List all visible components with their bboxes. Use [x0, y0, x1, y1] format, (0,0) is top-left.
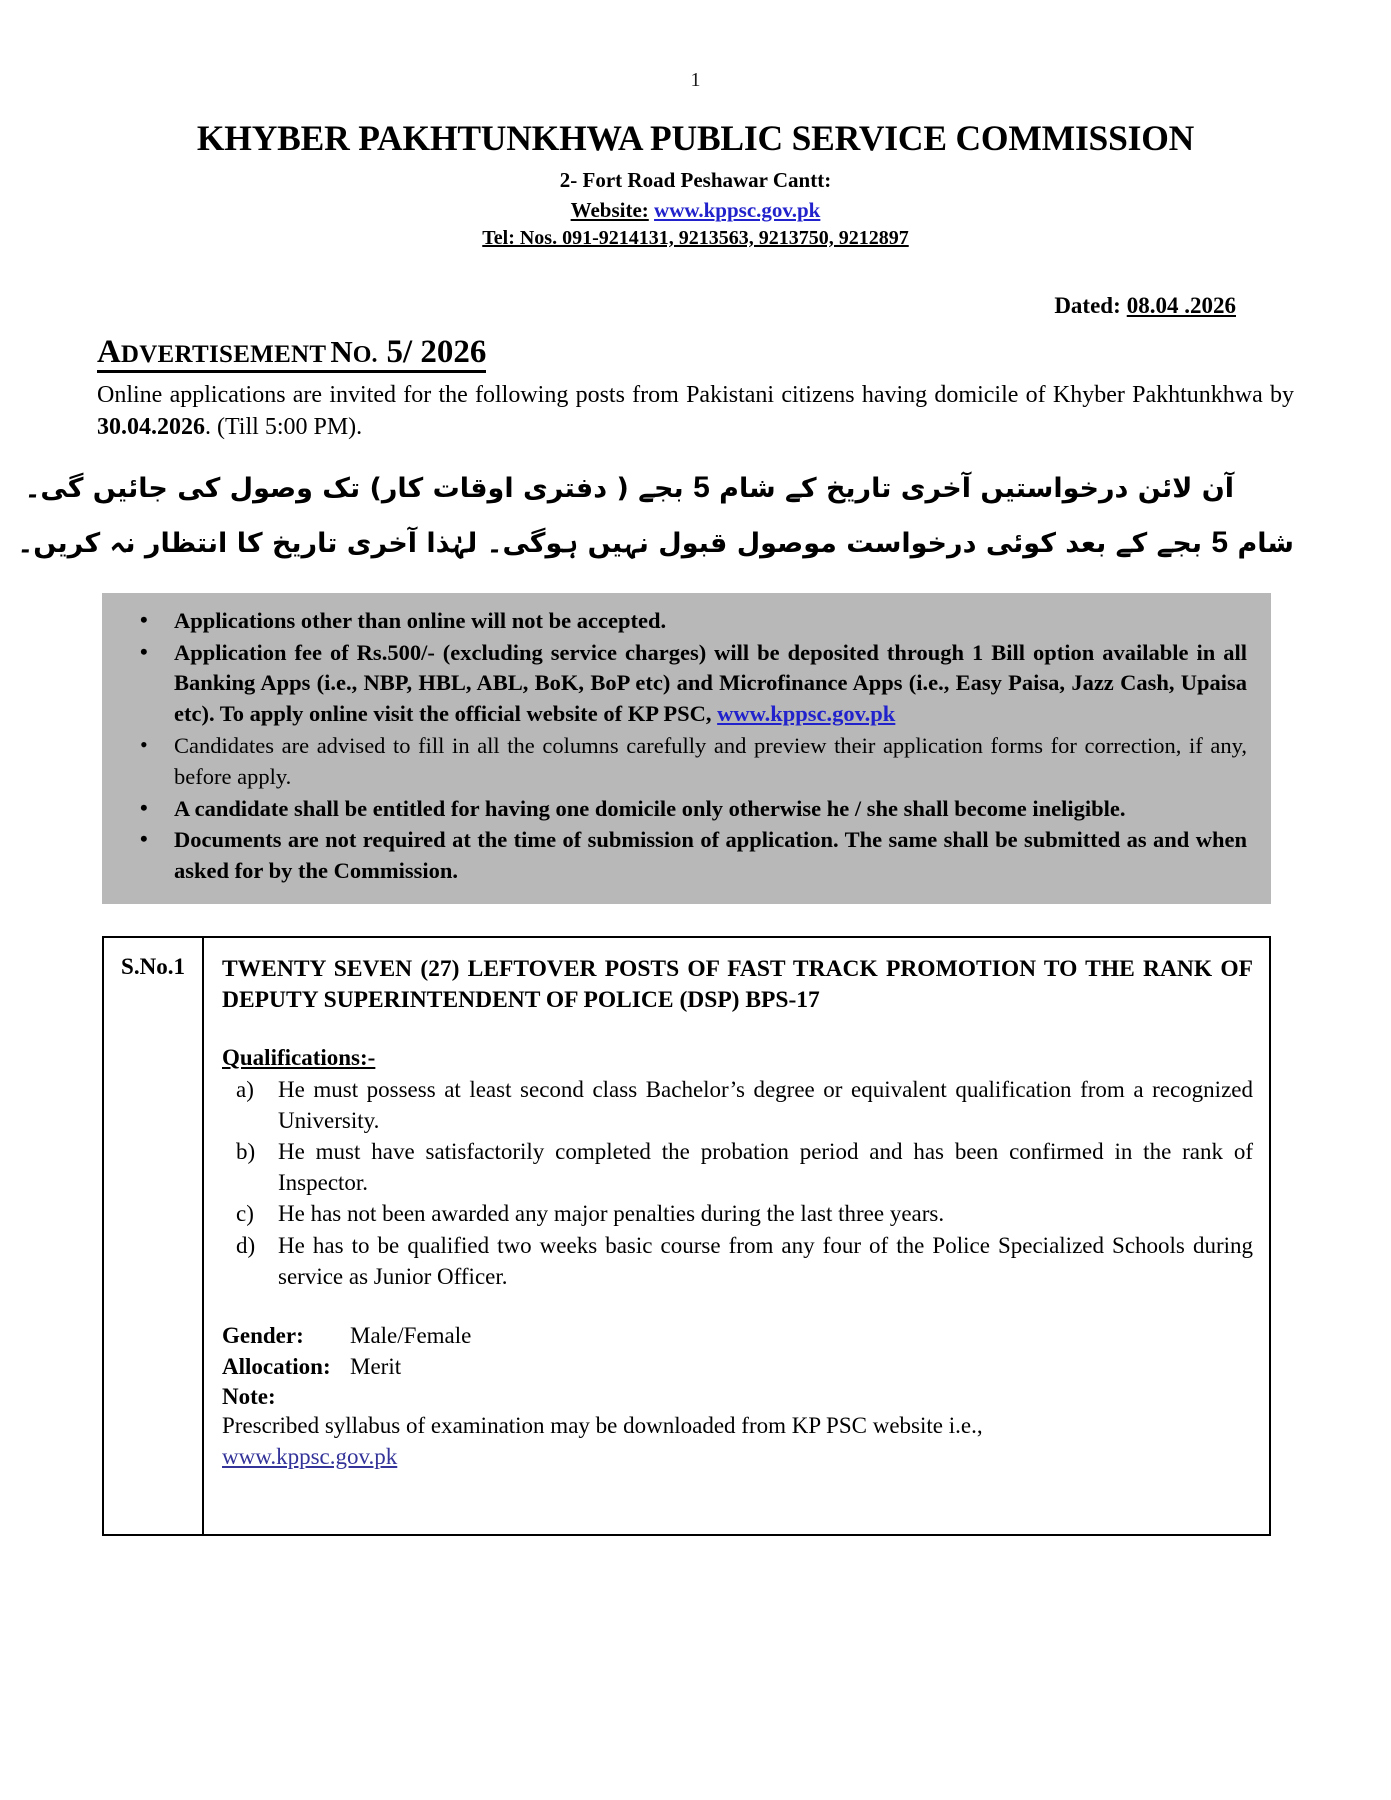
- list-item: [222, 1199, 1253, 1230]
- adv-word2-rest: O.: [352, 341, 378, 368]
- organization-address: 2- Fort Road Peshawar Cantt:: [559, 168, 832, 193]
- general-instructions-box: [102, 593, 1271, 904]
- urdu-notice: [17, 460, 1294, 571]
- qualification-text: He has not been awarded any major penalties during the last three years.: [278, 1201, 945, 1227]
- application-portal-link[interactable]: www.kppsc.gov.pk: [717, 701, 896, 727]
- post-serial-number: S.No.1: [103, 937, 203, 1535]
- qualification-text: He has to be qualified two weeks basic course from any four of the Police Specialized Schools during service as Junior Officer.: [278, 1233, 1253, 1289]
- qualification-marker: b): [236, 1139, 256, 1165]
- posts-table: [102, 936, 1271, 1536]
- table-row: [103, 937, 1270, 1535]
- website-link[interactable]: www.kppsc.gov.pk: [654, 197, 821, 222]
- note-text: Candidates are advised to fill in all the columns carefully and preview their application forms for correction, if any, before apply.: [174, 733, 1247, 789]
- note-text: Applications other than online will not be accepted.: [174, 607, 667, 633]
- qualification-text: He must have satisfactorily completed the probation period and has been confirmed in the rank of Inspector.: [278, 1139, 1253, 1195]
- allocation-label: Allocation:: [222, 1354, 331, 1380]
- adv-word2-first: N: [330, 333, 353, 369]
- list-item: [126, 638, 1247, 730]
- allocation-value: Merit: [350, 1354, 402, 1380]
- adv-word1-rest: DVERTISEMENT: [120, 340, 327, 368]
- urdu-line2-part2: بجے کے بعد کوئی درخواست موصول قبول نہیں ہوگی۔ لہٰذا آخری تاریخ کا انتظار نہ کریں۔: [17, 528, 1212, 560]
- list-item: [222, 1137, 1253, 1198]
- organization-telephone: Tel: Nos. 091-9214131, 9213563, 9213750, 9212897: [482, 226, 909, 249]
- urdu-line1-part2: بجے ( دفتری اوقات کار) تک وصول کی جائیں گی۔: [24, 472, 694, 504]
- urdu-line2-number: 5: [1211, 526, 1229, 560]
- note-text: Documents are not required at the time of submission of application. The same shall be submitted as and when asked for by the Commission.: [174, 827, 1247, 884]
- post-detail-cell: [203, 937, 1270, 1535]
- website-label: Website:: [570, 197, 649, 222]
- note-text-before: Application fee of Rs.500/- (excluding service charges) will be deposited through 1 Bill option available in all Banking Apps (i.e., NBP, HBL, ABL, BoK, BoP etc) and Microfinance Apps (i.e., Easy Paisa, Jazz Cash, Upaisa etc). To apply online visit the official website of KP PSC,: [174, 639, 1247, 727]
- urdu-line-2: [17, 515, 1294, 571]
- qualifications-list: [222, 1075, 1253, 1292]
- intro-text-before: Online applications are invited for the following posts from Pakistani citizens having domicile of Khyber Pakhtunkhwa by: [97, 382, 1294, 409]
- list-item: [222, 1231, 1253, 1292]
- qualification-marker: a): [236, 1077, 254, 1103]
- list-item: [126, 731, 1247, 793]
- intro-paragraph: [97, 380, 1294, 443]
- urdu-line1-number: 5: [693, 470, 710, 504]
- list-item: [222, 1075, 1253, 1136]
- allocation-row: [222, 1351, 1253, 1382]
- intro-deadline-date: 30.04.2026: [97, 414, 205, 441]
- document-content: [0, 319, 1391, 1536]
- general-instructions-list: [126, 606, 1247, 887]
- syllabus-website-link[interactable]: www.kppsc.gov.pk: [222, 1444, 398, 1470]
- note-text: A candidate shall be entitled for having one domicile only otherwise he / she shall become ineligible.: [174, 795, 1126, 821]
- page-number: 1: [690, 69, 701, 91]
- post-title: TWENTY SEVEN (27) LEFTOVER POSTS OF FAST TRACK PROMOTION TO THE RANK OF DEPUTY SUPERINTENDENT OF POLICE (DSP) BPS-17: [222, 956, 1253, 1013]
- intro-text-after: . (Till 5:00 PM).: [205, 414, 363, 441]
- dated-row: [0, 293, 1391, 319]
- qualification-marker: d): [236, 1233, 256, 1259]
- dated-label: Dated:: [1054, 292, 1121, 318]
- urdu-line-1: [24, 460, 1294, 516]
- post-meta-block: [222, 1320, 1253, 1472]
- gender-row: [222, 1320, 1253, 1351]
- qualification-text: He must possess at least second class Bachelor’s degree or equivalent qualification from a recognized University.: [278, 1077, 1253, 1133]
- dated-value: 08.04 .2026: [1126, 292, 1236, 318]
- qualification-marker: c): [236, 1201, 254, 1227]
- advertisement-heading: [97, 335, 486, 374]
- masthead: [0, 120, 1391, 251]
- qualifications-heading: Qualifications:-: [222, 1045, 376, 1071]
- list-item: [126, 825, 1247, 887]
- gender-value: Male/Female: [350, 1323, 472, 1349]
- urdu-line1-part1: آن لائن درخواستیں آخری تاریخ کے شام: [709, 472, 1234, 504]
- urdu-line2-part1: شام: [1228, 528, 1294, 560]
- list-item: [126, 794, 1247, 825]
- list-item: [126, 606, 1247, 637]
- note-text: Prescribed syllabus of examination may be downloaded from KP PSC website i.e.,: [222, 1413, 983, 1439]
- advertisement-number: 5/ 2026: [386, 333, 487, 370]
- organization-website-line: [0, 197, 1391, 223]
- note-link-row: [222, 1441, 1253, 1472]
- gender-label: Gender:: [222, 1323, 304, 1349]
- note-label: Note:: [222, 1384, 276, 1410]
- organization-title: KHYBER PAKHTUNKHWA PUBLIC SERVICE COMMISSION: [196, 118, 1195, 158]
- adv-word1-first: A: [97, 333, 121, 370]
